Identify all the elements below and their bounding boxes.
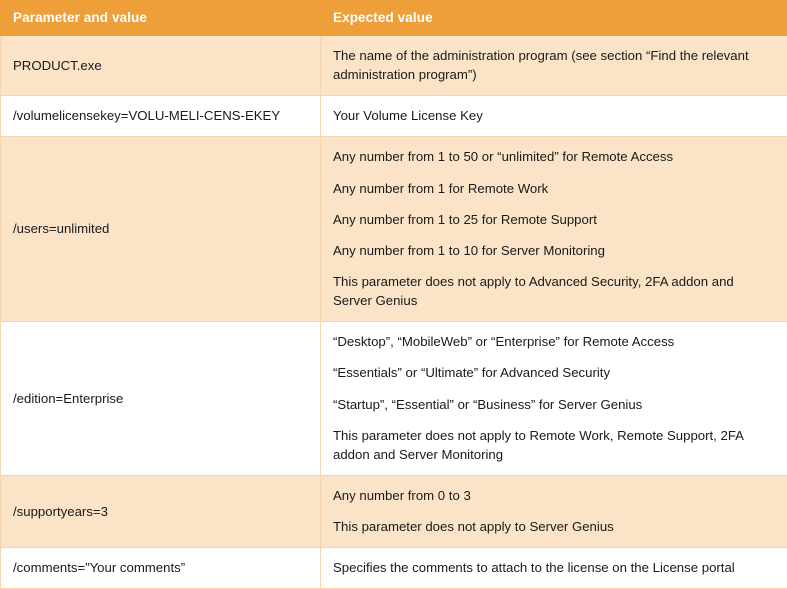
- value-line: This parameter does not apply to Remote Work, Remote Support, 2FA addon and Server Monitoring: [333, 426, 775, 464]
- column-header-expected-value: Expected value: [321, 1, 787, 36]
- cell-expected-value: [321, 96, 787, 137]
- table-row: [1, 322, 787, 476]
- value-line: “Desktop”, “MobileWeb” or “Enterprise” for Remote Access: [333, 332, 775, 351]
- cell-parameter: PRODUCT.exe: [1, 36, 321, 96]
- value-line: Any number from 0 to 3: [333, 486, 775, 505]
- value-line: Any number from 1 to 10 for Server Monitoring: [333, 241, 775, 260]
- value-lines: [333, 558, 775, 577]
- table-row: [1, 548, 787, 589]
- cell-expected-value: [321, 475, 787, 547]
- value-line: Any number from 1 to 25 for Remote Support: [333, 210, 775, 229]
- cell-expected-value: [321, 137, 787, 322]
- table-body: [1, 36, 787, 589]
- table-row: [1, 96, 787, 137]
- value-line: Any number from 1 for Remote Work: [333, 179, 775, 198]
- value-lines: [333, 46, 775, 84]
- cell-expected-value: [321, 322, 787, 476]
- table-row: [1, 36, 787, 96]
- cell-parameter: /users=unlimited: [1, 137, 321, 322]
- value-line: “Essentials” or “Ultimate” for Advanced Security: [333, 363, 775, 382]
- value-lines: [333, 106, 775, 125]
- value-line: The name of the administration program (see section “Find the relevant administration program”): [333, 46, 775, 84]
- value-lines: [333, 486, 775, 536]
- value-line: Specifies the comments to attach to the license on the License portal: [333, 558, 775, 577]
- value-line: This parameter does not apply to Advanced Security, 2FA addon and Server Genius: [333, 272, 775, 310]
- table-head: [1, 1, 787, 36]
- cell-parameter: /comments=”Your comments”: [1, 548, 321, 589]
- table-row: [1, 475, 787, 547]
- column-header-parameter: Parameter and value: [1, 1, 321, 36]
- value-line: This parameter does not apply to Server Genius: [333, 517, 775, 536]
- value-line: Your Volume License Key: [333, 106, 775, 125]
- value-line: Any number from 1 to 50 or “unlimited” for Remote Access: [333, 147, 775, 166]
- table-row: [1, 137, 787, 322]
- cell-parameter: /volumelicensekey=VOLU-MELI-CENS-EKEY: [1, 96, 321, 137]
- value-line: “Startup”, “Essential” or “Business” for Server Genius: [333, 395, 775, 414]
- value-lines: [333, 147, 775, 310]
- cell-expected-value: [321, 36, 787, 96]
- cell-parameter: /edition=Enterprise: [1, 322, 321, 476]
- cell-parameter: /supportyears=3: [1, 475, 321, 547]
- table-header-row: [1, 1, 787, 36]
- cell-expected-value: [321, 548, 787, 589]
- value-lines: [333, 332, 775, 464]
